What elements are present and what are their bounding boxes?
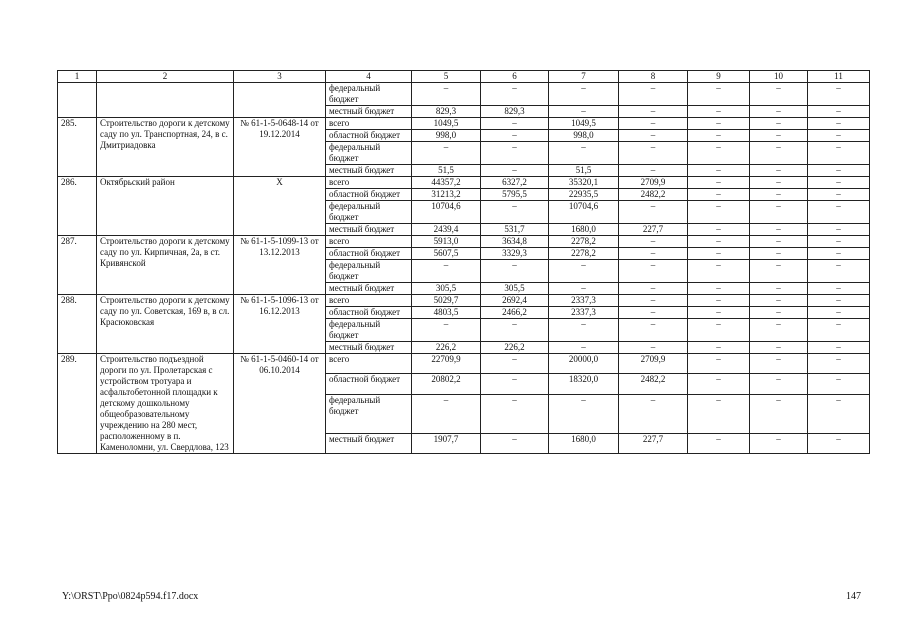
amount-cell: 998,0 [549,130,619,142]
amount-cell: – [619,165,688,177]
document-number: № 61-1-5-0460-14 от 06.10.2014 [234,354,326,454]
amount-cell: – [808,433,870,453]
funding-source: федеральный бюджет [326,319,412,342]
amount-cell: – [808,295,870,307]
amount-cell: – [750,142,808,165]
amount-cell: – [688,236,750,248]
funding-source: местный бюджет [326,165,412,177]
amount-cell: – [808,248,870,260]
amount-cell: – [808,342,870,354]
funding-source: областной бюджет [326,189,412,201]
amount-cell: – [750,307,808,319]
amount-cell: – [412,83,481,106]
amount-cell: 227,7 [619,224,688,236]
amount-cell: – [619,260,688,283]
amount-cell: 5029,7 [412,295,481,307]
amount-cell: – [412,319,481,342]
amount-cell: – [688,142,750,165]
funding-source: федеральный бюджет [326,83,412,106]
amount-cell: 2439,4 [412,224,481,236]
funding-source: местный бюджет [326,283,412,295]
amount-cell: 2709,9 [619,354,688,374]
amount-cell: – [481,394,549,433]
amount-cell: – [619,394,688,433]
amount-cell: 531,7 [481,224,549,236]
amount-cell: – [688,342,750,354]
amount-cell: – [688,83,750,106]
amount-cell: 226,2 [412,342,481,354]
amount-cell: – [750,260,808,283]
page-number: 147 [846,591,861,602]
amount-cell: – [688,177,750,189]
amount-cell: – [619,236,688,248]
column-header: 6 [481,71,549,83]
column-header: 9 [688,71,750,83]
row-number: 285. [58,118,97,177]
amount-cell: – [808,118,870,130]
document-number [234,83,326,118]
amount-cell: 2709,9 [619,177,688,189]
amount-cell: 10704,6 [549,201,619,224]
document-number: № 61-1-5-1096-13 от 16.12.2013 [234,295,326,354]
amount-cell: 2482,2 [619,189,688,201]
amount-cell: 22709,9 [412,354,481,374]
table-row [58,118,870,130]
amount-cell: – [808,177,870,189]
amount-cell: – [619,201,688,224]
amount-cell: – [619,295,688,307]
amount-cell: – [549,142,619,165]
amount-cell: 31213,2 [412,189,481,201]
amount-cell: – [750,236,808,248]
table-row [58,236,870,248]
amount-cell: 5913,0 [412,236,481,248]
amount-cell: 3634,8 [481,236,549,248]
amount-cell: 2692,4 [481,295,549,307]
amount-cell: – [481,142,549,165]
table-row [58,83,870,106]
amount-cell: – [412,260,481,283]
amount-cell: 1049,5 [412,118,481,130]
column-header: 3 [234,71,326,83]
amount-cell: – [481,118,549,130]
amount-cell: 3329,3 [481,248,549,260]
amount-cell: – [750,295,808,307]
amount-cell: – [481,201,549,224]
amount-cell: 2337,3 [549,295,619,307]
column-header: 5 [412,71,481,83]
amount-cell: 44357,2 [412,177,481,189]
funding-source: всего [326,236,412,248]
amount-cell: 18320,0 [549,374,619,394]
amount-cell: – [619,106,688,118]
amount-cell: – [688,374,750,394]
amount-cell: – [808,374,870,394]
amount-cell: – [808,394,870,433]
amount-cell: 51,5 [412,165,481,177]
row-number [58,83,97,118]
object-name: Строительство дороги к детскому саду по ул. Советская, 169 в, в сл. Красюковская [97,295,234,354]
funding-source: областной бюджет [326,248,412,260]
amount-cell: – [808,189,870,201]
amount-cell: – [688,354,750,374]
funding-source: местный бюджет [326,342,412,354]
amount-cell: – [688,283,750,295]
amount-cell: – [481,319,549,342]
document-number: X [234,177,326,236]
amount-cell: – [688,165,750,177]
amount-cell: 227,7 [619,433,688,453]
amount-cell: – [808,224,870,236]
amount-cell: – [688,307,750,319]
amount-cell: – [549,83,619,106]
amount-cell: – [688,295,750,307]
column-header: 4 [326,71,412,83]
amount-cell: – [481,83,549,106]
funding-source: федеральный бюджет [326,201,412,224]
amount-cell: 20802,2 [412,374,481,394]
funding-source: местный бюджет [326,224,412,236]
row-number: 287. [58,236,97,295]
funding-source: всего [326,295,412,307]
amount-cell: 6327,2 [481,177,549,189]
funding-source: федеральный бюджет [326,260,412,283]
amount-cell: – [688,248,750,260]
column-header: 11 [808,71,870,83]
column-header: 2 [97,71,234,83]
amount-cell: – [481,354,549,374]
amount-cell: 998,0 [412,130,481,142]
object-name: Строительство дороги к детскому саду по ул. Транспортная, 24, в с. Дмитриадовка [97,118,234,177]
amount-cell: – [619,142,688,165]
amount-cell: – [808,283,870,295]
funding-source: областной бюджет [326,307,412,319]
amount-cell: – [549,319,619,342]
amount-cell: – [750,342,808,354]
amount-cell: – [619,130,688,142]
amount-cell: 226,2 [481,342,549,354]
amount-cell: – [750,201,808,224]
amount-cell: 2278,2 [549,236,619,248]
funding-source: областной бюджет [326,130,412,142]
amount-cell: 305,5 [481,283,549,295]
amount-cell: – [688,201,750,224]
table-row [58,177,870,189]
row-number: 286. [58,177,97,236]
amount-cell: 22935,5 [549,189,619,201]
header-row [58,71,870,83]
amount-cell: – [619,307,688,319]
amount-cell: – [808,307,870,319]
amount-cell: 20000,0 [549,354,619,374]
document-number: № 61-1-5-0648-14 от 19.12.2014 [234,118,326,177]
file-path: Y:\ORST\Ppo\0824p594.f17.docx [62,591,199,602]
amount-cell: – [750,177,808,189]
amount-cell: 2278,2 [549,248,619,260]
amount-cell: – [750,130,808,142]
amount-cell: – [688,319,750,342]
funding-source: областной бюджет [326,374,412,394]
column-header: 7 [549,71,619,83]
amount-cell: 829,3 [412,106,481,118]
amount-cell: – [688,106,750,118]
object-name: Октябрьский район [97,177,234,236]
funding-source: всего [326,177,412,189]
amount-cell: – [619,83,688,106]
amount-cell: 1049,5 [549,118,619,130]
amount-cell: – [750,248,808,260]
amount-cell: – [549,342,619,354]
object-name: Строительство дороги к детскому саду по ул. Кирпичная, 2а, в ст. Кривянской [97,236,234,295]
amount-cell: – [750,433,808,453]
amount-cell: – [688,118,750,130]
amount-cell: – [808,260,870,283]
amount-cell: – [549,106,619,118]
amount-cell: – [549,260,619,283]
amount-cell: – [481,130,549,142]
amount-cell: – [808,142,870,165]
amount-cell: – [808,236,870,248]
funding-source: всего [326,118,412,130]
amount-cell: – [688,130,750,142]
amount-cell: – [688,394,750,433]
amount-cell: 10704,6 [412,201,481,224]
amount-cell: – [808,106,870,118]
amount-cell: 51,5 [549,165,619,177]
amount-cell: – [688,189,750,201]
table-row [58,295,870,307]
amount-cell: – [808,83,870,106]
amount-cell: 5607,5 [412,248,481,260]
amount-cell: – [619,283,688,295]
amount-cell: – [481,260,549,283]
funding-source: всего [326,354,412,374]
amount-cell: – [750,283,808,295]
amount-cell: – [549,283,619,295]
amount-cell: 829,3 [481,106,549,118]
table-header [58,71,870,83]
object-name [97,83,234,118]
funding-source: местный бюджет [326,106,412,118]
amount-cell: – [481,374,549,394]
table-body [58,83,870,454]
amount-cell: 1680,0 [549,224,619,236]
amount-cell: – [481,433,549,453]
row-number: 289. [58,354,97,454]
amount-cell: 35320,1 [549,177,619,189]
amount-cell: – [750,224,808,236]
amount-cell: – [808,319,870,342]
column-header: 1 [58,71,97,83]
column-header: 8 [619,71,688,83]
amount-cell: – [750,354,808,374]
amount-cell: – [619,118,688,130]
amount-cell: – [750,106,808,118]
amount-cell: – [412,142,481,165]
funding-source: федеральный бюджет [326,394,412,433]
amount-cell: – [412,394,481,433]
amount-cell: 2482,2 [619,374,688,394]
amount-cell: 2466,2 [481,307,549,319]
amount-cell: – [808,165,870,177]
amount-cell: – [688,433,750,453]
document-number: № 61-1-5-1099-13 от 13.12.2013 [234,236,326,295]
amount-cell: – [808,354,870,374]
amount-cell: – [619,342,688,354]
funding-source: местный бюджет [326,433,412,453]
funding-source: федеральный бюджет [326,142,412,165]
amount-cell: – [750,165,808,177]
amount-cell: – [750,374,808,394]
amount-cell: 1680,0 [549,433,619,453]
amount-cell: 305,5 [412,283,481,295]
amount-cell: – [619,248,688,260]
amount-cell: 4803,5 [412,307,481,319]
amount-cell: 2337,3 [549,307,619,319]
amount-cell: – [688,224,750,236]
amount-cell: 5795,5 [481,189,549,201]
object-name: Строительство подъездной дороги по ул. Пролетарская с устройством тротуара и асфальтобетонной площадки к детскому дошкольному общеобразовательному учреждению на 280 мест, расположенному в п. Каменоломни, ул. Свердлова, 123 [97,354,234,454]
amount-cell: – [808,201,870,224]
amount-cell: – [750,118,808,130]
row-number: 288. [58,295,97,354]
amount-cell: – [808,130,870,142]
amount-cell: – [481,165,549,177]
amount-cell: 1907,7 [412,433,481,453]
column-header: 10 [750,71,808,83]
amount-cell: – [750,83,808,106]
amount-cell: – [619,319,688,342]
amount-cell: – [750,319,808,342]
budget-table [57,70,870,454]
table-row [58,354,870,374]
amount-cell: – [750,394,808,433]
amount-cell: – [549,394,619,433]
amount-cell: – [750,189,808,201]
amount-cell: – [688,260,750,283]
